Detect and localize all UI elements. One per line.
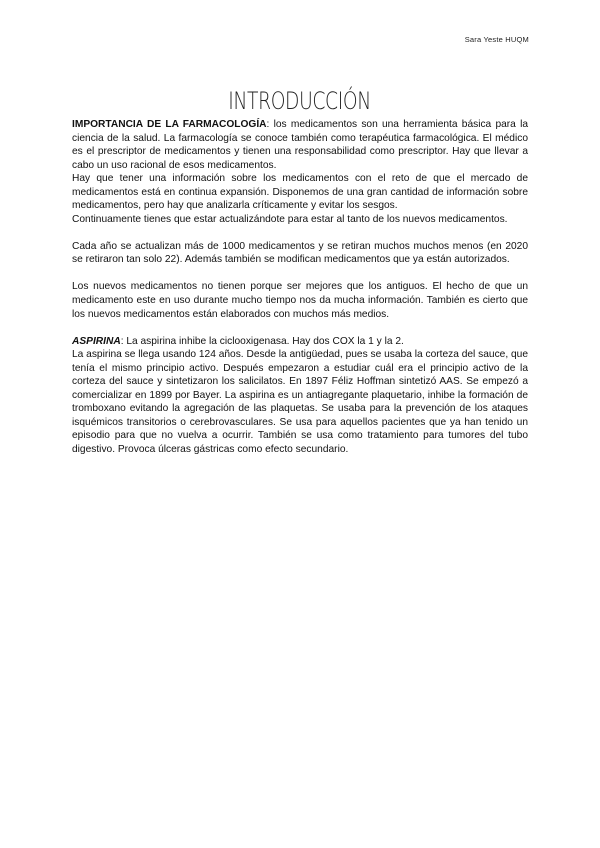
paragraph-text: : los medicamentos son una herramienta básica para la ciencia de la salud. La farmacología se conoce también como terapéutica farmacológica. El médico es el prescriptor de medicamentos y tienen una responsabilidad como prescriptor. Hay que llevar a cabo un uso racional de esos medicamentos. xyxy=(72,119,528,171)
paragraph-aspirina-historia: La aspirina se llega usando 124 años. Desde la antigüedad, pues se usaba la corteza del sauce, que tenía el mismo principio activo. Después empezaron a estudiar cuál era el principio activo de la corteza del sauce y sintetizaron los salicilatos. En 1897 Féliz Hoffman sintetizó AAS. Se empezó a comercializar en 1899 por Bayer. La aspirina es un antiagregante plaquetario, inhibe la formación de tromboxano evitando la agregación de las plaquetas. Se usaba para la prevención de los ataques isquémicos transitorios o cerebrovasculares. Se usa para aquellos pacientes que ya han tenido un episodio para que no vuelva a ocurrir. También se usa como tratamiento para tumores del tubo digestivo. Provoca úlceras gástricas como efecto secundario. xyxy=(72,349,528,455)
page-title: INTRODUCCIÓN xyxy=(228,87,371,115)
section-heading-importancia: IMPORTANCIA DE LA FARMACOLOGÍA xyxy=(72,119,267,130)
paragraph-importancia-intro xyxy=(72,118,528,172)
paragraph-aspirina-intro xyxy=(72,335,528,349)
document-body xyxy=(72,118,528,457)
paragraph-text: : La aspirina inhibe la ciclooxigenasa. Hay dos COX la 1 y la 2. xyxy=(120,335,404,347)
header-author: Sara Yeste HUQM xyxy=(464,35,529,44)
paragraph-actualizacion: Continuamente tienes que estar actualizándote para estar al tanto de los nuevos medicamentos. xyxy=(72,213,508,225)
paragraph-informacion: Hay que tener una información sobre los medicamentos con el reto de que el mercado de medicamentos está en continua expansión. Disponemos de una gran cantidad de información sobre medicamentos, pero hay que analizarla críticamente y evitar los sesgos. xyxy=(72,173,528,212)
paragraph-cada-ano: Cada año se actualizan más de 1000 medicamentos y se retiran muchos muchos menos (en 2020 se retiraron tan solo 22). Además también se modifican medicamentos que ya están autorizados. xyxy=(72,240,528,266)
paragraph-nuevos-medicamentos: Los nuevos medicamentos no tienen porque ser mejores que los antiguos. El hecho de que un medicamento este en uso durante mucho tiempo nos da mucha información. También es cierto que los nuevos medicamentos están elaborados con muchos más medios. xyxy=(72,281,528,320)
section-heading-aspirina: ASPIRINA xyxy=(72,335,121,347)
